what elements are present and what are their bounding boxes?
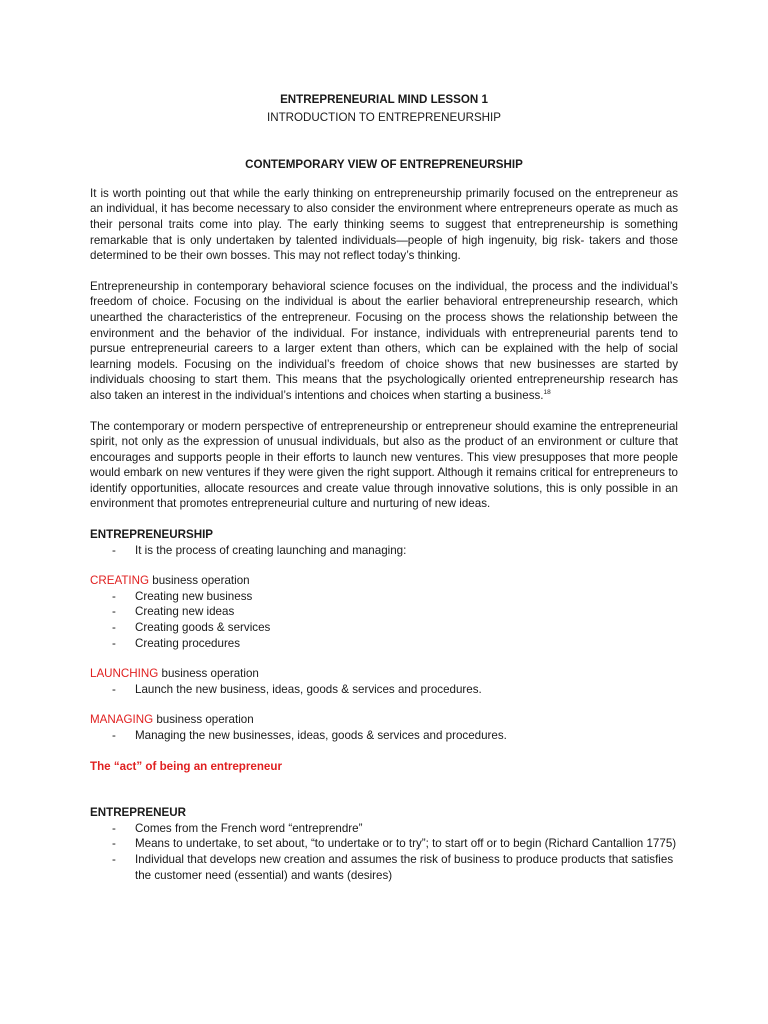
entrepreneurship-list bbox=[90, 543, 678, 559]
list-item-text: Creating procedures bbox=[135, 636, 241, 650]
paragraph-2 bbox=[90, 279, 678, 404]
creating-heading bbox=[90, 573, 678, 589]
list-item bbox=[90, 636, 678, 652]
paragraph-1: It is worth pointing out that while the early thinking on entrepreneurship primarily focused on the entrepreneur as an individual, it has become necessary to also consider the environment where entrepreneurs operate as much as their personal traits come into play. The early thinking seems to suggest that entrepreneurship is something remarkable that is only undertaken by talented individuals—people of high ingenuity, big risk- takers and those determined to be their own bosses. This may not reflect today’s thinking. bbox=[90, 186, 678, 263]
managing-section bbox=[90, 712, 678, 743]
list-item-text: Creating goods & services bbox=[135, 621, 271, 635]
list-item bbox=[90, 589, 678, 605]
section-title: CONTEMPORARY VIEW OF ENTREPRENEURSHIP bbox=[245, 158, 523, 172]
paragraph-3: The contemporary or modern perspective of entrepreneurship or entrepreneur should examine the entrepreneurial spirit, not only as the expression of unusual individuals, but also as the product of an environment or culture that encourages and supports people in their efforts to launch new ventures. This view presupposes that more people would embark on new ventures if they were given the right support. Although it remains critical for entrepreneurs to identify opportunities, allocate resources and create value through innovative solutions, this is only possible in an environment that promotes entrepreneurial culture and nurturing of new ideas. bbox=[90, 419, 678, 511]
list-item-text: Creating new ideas bbox=[135, 605, 235, 619]
list-item bbox=[90, 620, 678, 636]
entrepreneur-section bbox=[90, 805, 678, 883]
list-item-text: Means to undertake, to set about, “to undertake or to try”; to start off or to begin (Richard Cantallion 1775) bbox=[135, 837, 677, 851]
launching-section bbox=[90, 666, 678, 697]
creating-keyword: CREATING bbox=[90, 574, 150, 588]
launching-keyword: LAUNCHING bbox=[90, 667, 159, 681]
document-subtitle: INTRODUCTION TO ENTREPRENEURSHIP bbox=[266, 110, 502, 124]
list-item bbox=[90, 852, 678, 883]
list-item bbox=[90, 836, 678, 852]
dash-bullet: - bbox=[112, 621, 116, 635]
creating-section bbox=[90, 573, 678, 651]
act-of-entrepreneur-line: The “act” of being an entrepreneur bbox=[90, 759, 282, 773]
dash-bullet: - bbox=[112, 821, 116, 835]
list-item-text: Launch the new business, ideas, goods & services and procedures. bbox=[135, 682, 482, 696]
dash-bullet: - bbox=[112, 605, 116, 619]
document-title: ENTREPRENEURIAL MIND LESSON 1 bbox=[280, 93, 488, 106]
document-page bbox=[90, 92, 678, 898]
dash-bullet: - bbox=[112, 682, 116, 696]
list-item bbox=[90, 604, 678, 620]
list-item-text: Creating new business bbox=[135, 589, 253, 603]
launching-list bbox=[90, 682, 678, 698]
entrepreneurship-heading: ENTREPRENEURSHIP bbox=[90, 528, 214, 542]
dash-bullet: - bbox=[112, 589, 116, 603]
dash-bullet: - bbox=[112, 852, 116, 866]
managing-keyword: MANAGING bbox=[90, 713, 154, 727]
entrepreneur-list bbox=[90, 821, 678, 883]
managing-heading bbox=[90, 712, 678, 728]
entrepreneurship-section bbox=[90, 527, 678, 558]
launching-heading-rest: business operation bbox=[158, 667, 259, 681]
dash-bullet: - bbox=[112, 636, 116, 650]
list-item bbox=[90, 728, 678, 744]
list-item bbox=[90, 821, 678, 837]
dash-bullet: - bbox=[112, 543, 116, 557]
list-item-text: Managing the new businesses, ideas, goods & services and procedures. bbox=[135, 729, 507, 742]
creating-list bbox=[90, 589, 678, 651]
list-item-text: Individual that develops new creation and assumes the risk of business to produce products that satisfies the customer need (essential) and wants (desires) bbox=[135, 852, 674, 882]
list-item-text: Comes from the French word “entreprendre” bbox=[135, 821, 363, 835]
list-item bbox=[90, 543, 678, 559]
managing-list bbox=[90, 728, 678, 744]
footnote-reference: 18 bbox=[543, 389, 551, 397]
entrepreneur-heading: ENTREPRENEUR bbox=[90, 806, 186, 820]
launching-heading bbox=[90, 666, 678, 682]
dash-bullet: - bbox=[112, 837, 116, 851]
list-item bbox=[90, 682, 678, 698]
list-item-text: It is the process of creating launching and managing: bbox=[135, 543, 407, 557]
dash-bullet: - bbox=[112, 729, 116, 742]
managing-heading-rest: business operation bbox=[153, 713, 254, 727]
paragraph-2-text: Entrepreneurship in contemporary behavioral science focuses on the individual, the process and the individual’s freedom of choice. Focusing on the individual is about the earlier behavioral entrepreneurship research, which unearthed the characteristics of the entrepreneur. Focusing on the process shows the relationship between the environment and the behavior of the individual. For instance, individuals with entrepreneurial parents tend to pursue entrepreneurial careers to a larger extent than others, which can be explained with the help of social learning models. Focusing on the individual’s freedom of choice shows that new businesses are started by individuals choosing to start them. This means that the psychologically oriented entrepreneurship research has also taken an interest in the individual’s intentions and choices when starting a business. bbox=[90, 279, 678, 402]
creating-heading-rest: business operation bbox=[149, 574, 250, 588]
